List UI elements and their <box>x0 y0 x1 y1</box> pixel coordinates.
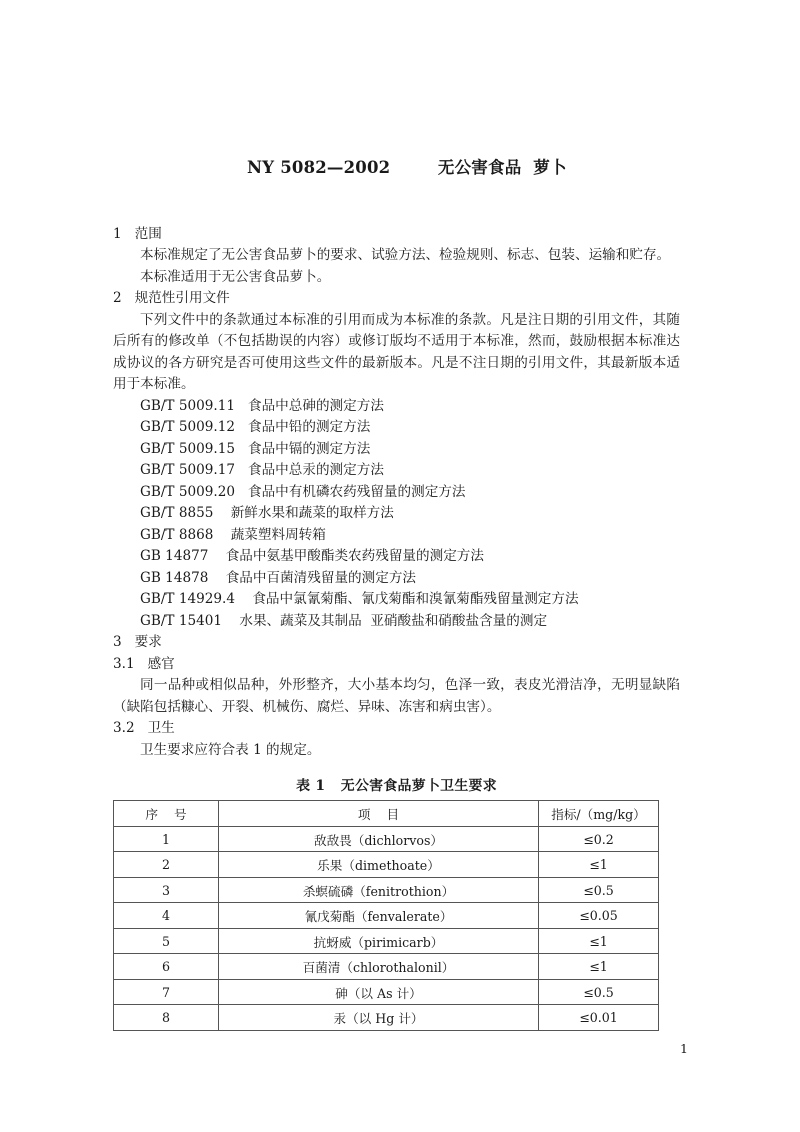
table-row <box>114 979 659 1005</box>
cell-no: 4 <box>114 903 219 929</box>
page-title: NY 5082—2002 无公害食品 萝卜 <box>247 158 567 177</box>
list-item: GB 14878 食品中百菌清残留量的测定方法 <box>140 569 417 586</box>
cell-item: 抗蚜威（pirimicarb） <box>219 928 539 954</box>
list-item: GB/T 14929.4 食品中氯氰菊酯、氰戊菊酯和溴氰菊酯残留量测定方法 <box>140 591 579 608</box>
list-item: GB/T 8868 蔬菜塑料周转箱 <box>140 526 326 543</box>
section-2-paragraph-1: 下列文件中的条款通过本标准的引用而成为本标准的条款。凡是注日期的引用文件，其随后所有的修改单（不包括勘误的内容）或修订版均不适用于本标准，然而，鼓励根据本标准达成协议的各方研究是否可使用这些文件的最新版本。凡是不注日期的引用文件，其最新版本适用于本标准。 <box>113 311 680 393</box>
section-3-2-paragraph-1: 卫生要求应符合表 1 的规定。 <box>140 741 321 758</box>
table-row <box>114 852 659 878</box>
cell-limit: ≤0.01 <box>539 1005 659 1031</box>
table-caption: 表 1 无公害食品萝卜卫生要求 <box>296 778 497 795</box>
list-item: GB/T 5009.12 食品中铅的测定方法 <box>140 419 371 436</box>
table-row <box>114 877 659 903</box>
cell-no: 8 <box>114 1005 219 1031</box>
cell-no: 2 <box>114 852 219 878</box>
table-row <box>114 903 659 929</box>
list-item: GB/T 5009.15 食品中镉的测定方法 <box>140 440 371 457</box>
cell-no: 5 <box>114 928 219 954</box>
page-content <box>113 158 680 1031</box>
table-row <box>114 826 659 852</box>
list-item: GB/T 8855 新鲜水果和蔬菜的取样方法 <box>140 505 394 522</box>
cell-no: 3 <box>114 877 219 903</box>
section-1-paragraph-2: 本标准适用于无公害食品萝卜。 <box>140 268 331 285</box>
cell-no: 7 <box>114 979 219 1005</box>
section-heading-3-2: 3.2 卫生 <box>113 720 175 737</box>
list-item: GB/T 5009.20 食品中有机磷农药残留量的测定方法 <box>140 483 466 500</box>
table-row <box>114 928 659 954</box>
section-1-paragraph-1: 本标准规定了无公害食品萝卜的要求、试验方法、检验规则、标志、包装、运输和贮存。 <box>140 247 671 264</box>
section-heading-3-1: 3.1 感官 <box>113 655 175 672</box>
list-item: GB/T 15401 水果、蔬菜及其制品 亚硝酸盐和硝酸盐含量的测定 <box>140 612 548 629</box>
normative-references-list <box>113 396 680 633</box>
cell-item: 砷（以 As 计） <box>219 979 539 1005</box>
cell-limit: ≤1 <box>539 928 659 954</box>
cell-limit: ≤1 <box>539 852 659 878</box>
cell-item: 敌敌畏（dichlorvos） <box>219 826 539 852</box>
list-item: GB/T 5009.17 食品中总汞的测定方法 <box>140 462 384 479</box>
section-3-1-paragraph-1: 同一品种或相似品种，外形整齐，大小基本均匀，色泽一致，表皮光滑洁净，无明显缺陷（缺陷包括糠心、开裂、机械伤、腐烂、异味、冻害和病虫害）。 <box>113 677 680 715</box>
cell-no: 1 <box>114 826 219 852</box>
list-item: GB 14877 食品中氨基甲酸酯类农药残留量的测定方法 <box>140 548 484 565</box>
cell-limit: ≤0.5 <box>539 877 659 903</box>
cell-item: 百菌清（chlorothalonil） <box>219 954 539 980</box>
cell-limit: ≤0.2 <box>539 826 659 852</box>
table-row <box>114 1005 659 1031</box>
column-header-limit: 指标/（mg/kg） <box>539 801 659 827</box>
cell-limit: ≤1 <box>539 954 659 980</box>
page-number: 1 <box>680 1041 688 1056</box>
list-item: GB/T 5009.11 食品中总砷的测定方法 <box>140 397 384 414</box>
table-header-row <box>114 801 659 827</box>
cell-item: 乐果（dimethoate） <box>219 852 539 878</box>
section-heading-3: 3 要求 <box>113 634 162 651</box>
column-header-item: 项 目 <box>219 801 539 827</box>
cell-item: 汞（以 Hg 计） <box>219 1005 539 1031</box>
column-header-no: 序 号 <box>114 801 219 827</box>
table-row <box>114 954 659 980</box>
cell-item: 杀螟硫磷（fenitrothion） <box>219 877 539 903</box>
cell-limit: ≤0.05 <box>539 903 659 929</box>
section-heading-2: 2 规范性引用文件 <box>113 290 230 307</box>
section-heading-1: 1 范围 <box>113 225 162 242</box>
cell-item: 氰戊菊酯（fenvalerate） <box>219 903 539 929</box>
cell-limit: ≤0.5 <box>539 979 659 1005</box>
cell-no: 6 <box>114 954 219 980</box>
hygiene-requirements-table <box>113 800 659 1031</box>
